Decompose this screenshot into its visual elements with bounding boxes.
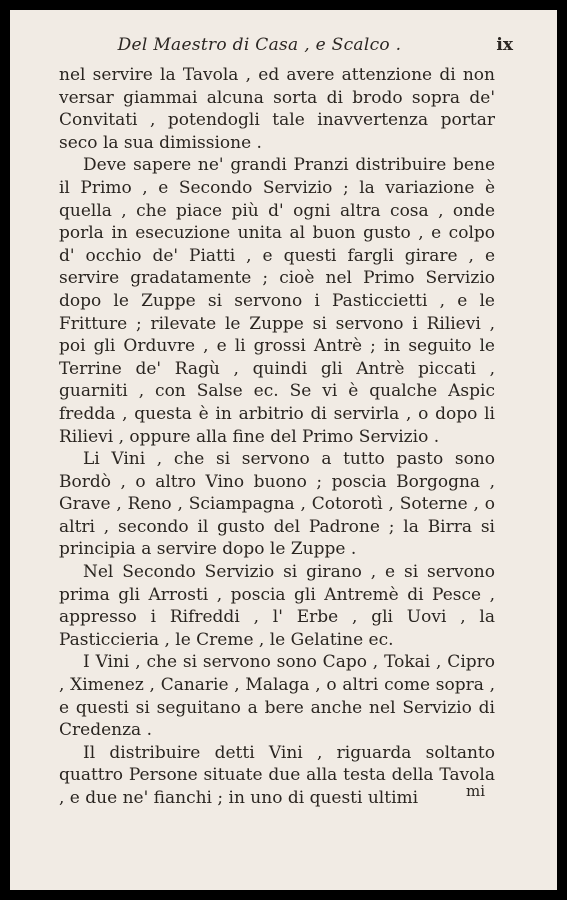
paragraph-6: Il distribuire detti Vini , riguarda soltanto quattro Persone situate due alla testa della Tavola , e due ne' fianchi ; in uno di questi ultimi bbox=[59, 742, 495, 808]
body-text bbox=[59, 64, 495, 810]
paragraph-2: Deve sapere ne' grandi Pranzi distribuire bene il Primo , e Secondo Servizio ; la variazione è quella , che piace più d' ogni altra cosa , onde porla in esecuzione unita al buon gusto , e colpo d' occhio de' Piatti , e questi fargli girare , e servire gradatamente ; cioè nel Primo Servizio dopo le Zuppe si servono i Pasticcietti , e le Fritture ; rilevate le Zuppe si servono i Rilievi , poi gli Orduvre , e li grossi Antrè ; in seguito le Terrine de' Ragù , quindi gli Antrè piccati , guarniti , con Salse ec. Se vi è qualche Aspic fredda , questa è in arbitrio di servirla , o dopo li Rilievi , oppure alla fine del Primo Servizio . bbox=[59, 155, 495, 447]
running-head-title: Del Maestro di Casa , e Scalco . bbox=[117, 35, 402, 55]
running-head bbox=[54, 35, 513, 57]
paragraph-1: nel servire la Tavola , ed avere attenzione di non versar giammai alcuna sorta di brodo sopra de' Convitati , potendogli tale inavvertenza portar seco la sua dimissione . bbox=[59, 65, 495, 153]
page-number: ix bbox=[496, 35, 513, 55]
catchword: mi bbox=[465, 782, 485, 800]
paragraph-5: I Vini , che si servono sono Capo , Tokai , Cipro , Ximenez , Canarie , Malaga , o altri come sopra , e questi si seguitano a bere anche nel Servizio di Credenza . bbox=[59, 652, 495, 741]
paragraph-4: Nel Secondo Servizio si girano , e si servono prima gli Arrosti , poscia gli Antremè di Pesce , appresso i Rifreddi , l' Erbe , gli Uovi , la Pasticcieria , le Creme , le Gelatine ec. bbox=[59, 562, 495, 650]
book-page bbox=[10, 10, 557, 890]
paragraph-3: Li Vini , che si servono a tutto pasto sono Bordò , o altro Vino buono ; poscia Borgogna , Grave , Reno , Sciampagna , Cotorotì , Soterne , o altri , secondo il gusto del Padrone ; la Birra si principia a servire dopo le Zuppe . bbox=[59, 449, 495, 560]
